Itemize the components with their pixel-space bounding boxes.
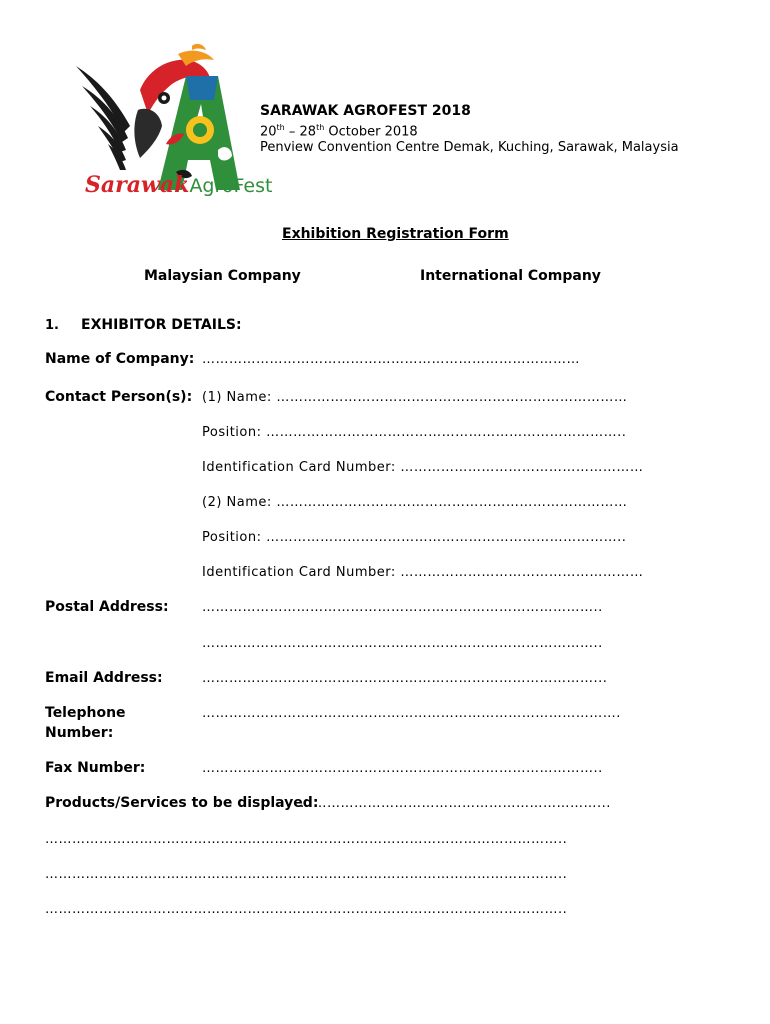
fax-number-label: Fax Number:: [45, 760, 146, 776]
telephone-field[interactable]: ……………………………..………………………………………………….: [202, 706, 621, 721]
event-date-separator: –: [284, 124, 300, 140]
telephone-label-line2: Number:: [45, 725, 114, 741]
telephone-label-line1: Telephone: [45, 705, 126, 721]
event-title: SARAWAK AGROFEST 2018: [260, 103, 471, 119]
event-date-end: 28: [299, 124, 317, 140]
postal-address-label: Postal Address:: [45, 599, 169, 615]
postal-address-field-1[interactable]: ……………………………………………………………………………..: [202, 600, 603, 615]
contact2-ic-field[interactable]: Identification Card Number: ………………………………………………: [202, 565, 644, 580]
event-date-start: 20: [260, 124, 277, 140]
event-date-month: October 2018: [324, 124, 418, 140]
event-venue: Penview Convention Centre Demak, Kuching, Sarawak, Malaysia: [260, 140, 679, 155]
event-dates: [260, 123, 418, 139]
logo-wordmark-sarawak: Sarawak: [85, 172, 190, 198]
company-name-label: Name of Company:: [45, 351, 195, 367]
postal-address-field-2[interactable]: ……………………………………………………………………………..: [202, 636, 603, 651]
event-date-end-sup: th: [316, 123, 325, 132]
contact1-name-field[interactable]: (1) Name: ……………………………………………………………………: [202, 390, 628, 405]
email-address-label: Email Address:: [45, 670, 163, 686]
products-label: Products/Services to be displayed:: [45, 795, 319, 811]
contact2-position-field[interactable]: Position: ……………………………………………………………………..: [202, 530, 627, 545]
fax-number-field[interactable]: ……………………………………………………………………………..: [202, 761, 603, 776]
company-name-field[interactable]: …………………………………………………………………………: [202, 352, 580, 367]
contact-person-label: Contact Person(s):: [45, 389, 193, 405]
event-date-start-sup: th: [276, 123, 285, 132]
section-title: EXHIBITOR DETAILS:: [81, 317, 242, 333]
email-address-field[interactable]: ……………………………………………………………………………...: [202, 671, 608, 686]
products-line-1[interactable]: ……………………………………………………………………………………………………..: [45, 832, 568, 847]
form-title: Exhibition Registration Form: [282, 226, 509, 242]
hornbill-wing-icon: [76, 66, 130, 170]
logo-wordmark-agrofest: AgroFest: [189, 175, 273, 197]
products-line-2[interactable]: ……………………………………………………………………………………………………..: [45, 867, 568, 882]
logo-wordmark: [85, 172, 272, 198]
contact2-name-field[interactable]: (2) Name: ……………………………………………………………………: [202, 495, 628, 510]
option-international-company[interactable]: International Company: [420, 268, 601, 284]
section-number: 1.: [45, 318, 59, 333]
contact1-position-field[interactable]: Position: ……………………………………………………………………..: [202, 425, 627, 440]
option-malaysian-company[interactable]: Malaysian Company: [144, 268, 301, 284]
contact1-ic-field[interactable]: Identification Card Number: ………………………………………………: [202, 460, 644, 475]
products-line-3[interactable]: ……………………………………………………………………………………………………..: [45, 902, 568, 917]
products-field[interactable]: …………………………………………………………...: [300, 796, 611, 811]
